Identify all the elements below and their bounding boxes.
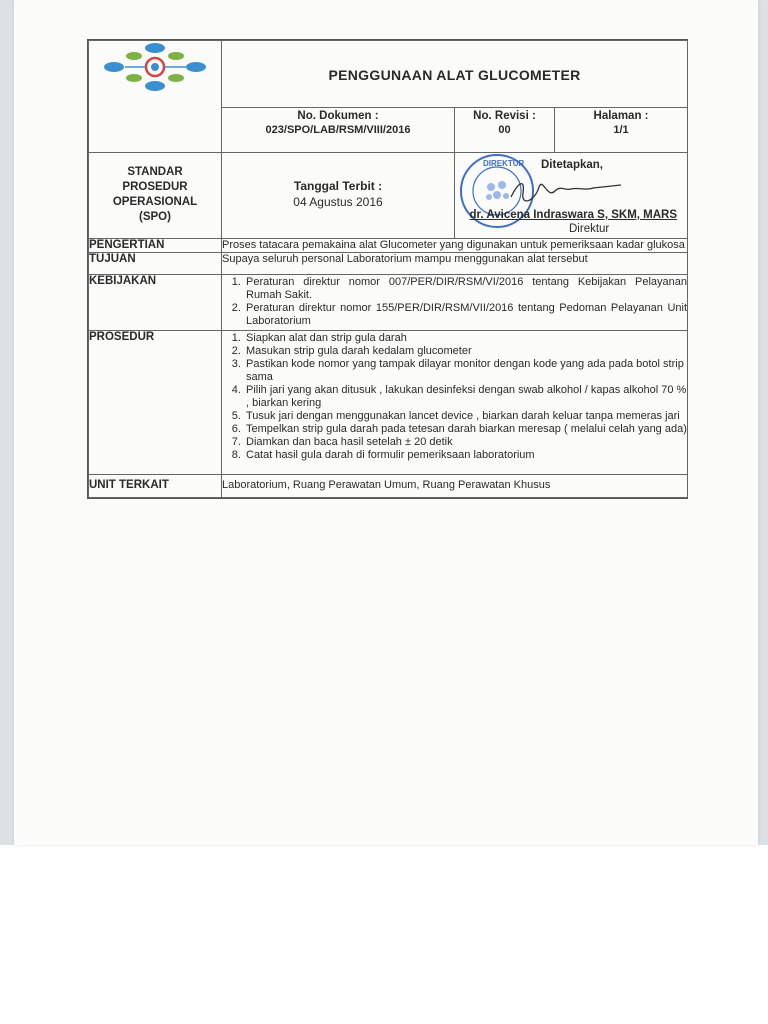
- page-label: Halaman :: [593, 110, 649, 122]
- section-label: TUJUAN: [89, 253, 222, 275]
- doc-number-label: No. Dokumen :: [297, 110, 379, 122]
- document-title: PENGGUNAAN ALAT GLUCOMETER: [328, 67, 581, 83]
- section-list-cell: [222, 331, 688, 475]
- section-text: Supaya seluruh personal Laboratorium mampu menggunakan alat tersebut: [222, 253, 688, 275]
- hospital-logo-icon: [103, 41, 207, 93]
- list-item: 2. Masukan strip gula darah kedalam glucometer: [244, 345, 687, 358]
- issued-cell: [222, 153, 455, 239]
- spo-line: (SPO): [139, 211, 171, 223]
- revision-label: No. Revisi :: [473, 110, 536, 122]
- section-text: Proses tatacara pemakaina alat Glucometer yang digunakan untuk pemeriksaan kadar glukosa: [222, 239, 688, 253]
- stamp-text: DIREKTUR: [483, 159, 525, 168]
- section-label: PROSEDUR: [89, 331, 222, 475]
- spo-cell: [89, 153, 222, 239]
- list-item: 7. Diamkan dan baca hasil setelah ± 20 detik: [244, 436, 687, 449]
- hospital-logo-cell: [89, 41, 222, 153]
- section-row-kebijakan: [89, 275, 688, 331]
- section-label: PENGERTIAN: [89, 239, 222, 253]
- list-item: 2. Peraturan direktur nomor 155/PER/DIR/RSM/VII/2016 tentang Pedoman Pelayanan Unit Laboratorium: [244, 302, 687, 328]
- list-item: 6. Tempelkan strip gula darah pada tetesan darah biarkan meresap ( melalui celah yang ada): [244, 423, 687, 436]
- signature-icon: [505, 173, 625, 205]
- doc-number-cell: [222, 108, 455, 153]
- approval-cell: [455, 153, 688, 239]
- list-item: 3. Pastikan kode nomor yang tampak dilayar monitor dengan kode yang ada pada botol strip sama: [244, 358, 687, 384]
- spo-line: OPERASIONAL: [112, 196, 198, 208]
- approval-label: Ditetapkan,: [541, 159, 603, 171]
- title-cell: [222, 41, 688, 108]
- revision-cell: [455, 108, 555, 153]
- spo-line: PROSEDUR: [122, 181, 188, 193]
- section-row-pengertian: [89, 239, 688, 253]
- spo-line: STANDAR: [127, 166, 183, 178]
- kebijakan-list: [222, 276, 687, 328]
- issued-date: 04 Agustus 2016: [293, 195, 383, 209]
- section-row-unit-terkait: [89, 475, 688, 498]
- signer-role: Direktur: [569, 223, 610, 235]
- list-item: 8. Catat hasil gula darah di formulir pemeriksaan laboratorium: [244, 449, 687, 462]
- section-list-cell: [222, 275, 688, 331]
- doc-number-value: 023/SPO/LAB/RSM/VIII/2016: [265, 124, 411, 136]
- signer-name: dr. Avicena Indraswara S, SKM, MARS: [469, 209, 678, 221]
- page-value: 1/1: [613, 124, 629, 136]
- section-text: Laboratorium, Ruang Perawatan Umum, Ruang Perawatan Khusus: [222, 475, 688, 498]
- section-label: UNIT TERKAIT: [89, 475, 222, 498]
- list-item: 5. Tusuk jari dengan menggunakan lancet device , biarkan darah keluar tanpa memeras jari: [244, 410, 687, 423]
- section-label: KEBIJAKAN: [89, 275, 222, 331]
- list-item: 1. Peraturan direktur nomor 007/PER/DIR/RSM/VI/2016 tentang Kebijakan Pelayanan Rumah Sakit.: [244, 276, 687, 302]
- prosedur-list: [222, 332, 687, 462]
- revision-value: 00: [498, 124, 511, 136]
- page-cell: [555, 108, 688, 153]
- section-row-tujuan: [89, 253, 688, 275]
- spo-heading: [89, 153, 221, 225]
- spo-document: [87, 39, 688, 499]
- issued-label: Tanggal Terbit :: [293, 179, 383, 193]
- section-row-prosedur: [89, 331, 688, 475]
- list-item: 1. Siapkan alat dan strip gula darah: [244, 332, 687, 345]
- list-item: 4. Pilih jari yang akan ditusuk , lakukan desinfeksi dengan swab alkohol / kapas alkohol 70 % , biarkan kering: [244, 384, 687, 410]
